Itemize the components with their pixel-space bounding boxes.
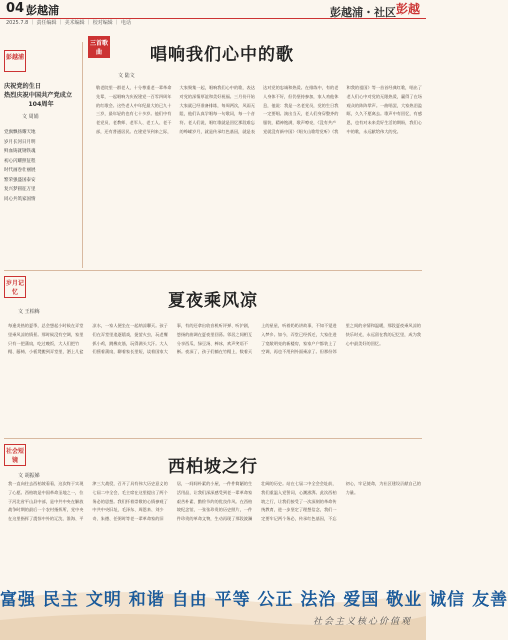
issue-info: 2025.7.8 ｜ 责任编辑 ｜ 美术编辑 ｜ 校对编辑 ｜ 电话 [6, 20, 131, 26]
night-author: 文 王柏梅 [18, 309, 40, 315]
tag-night: 岁月记忆 [4, 276, 26, 298]
song-body: 敬老院里一群老人，十分尊重老一辈革命先辈，一起唱响为庆祝建党一百零四周年的红歌会。这些老人中年纪最大的已九十三岁，最年轻的也有七十多岁。他们中有老党员、老教师、老军人、老工人、老干部，还有普通居民。在建党节到来之际，大家聚集一起，唱响我们心中的歌，表达对党的深情厚谊和美好祝福。三月份开始大家就已经准备排练，每周两次，风雨无阻，他们认真学唱每一句歌词，每一个音符。老人们说，唱红歌就是回忆那段难忘的峥嵘岁月，就是传承红色基因，就是表达对党的忠诚和热爱。在排练中，有的老人身体不好，但仍坚持参加，家人劝他休息，他说：我是一名老党员，党的生日我一定要唱。演出当天，老人们身穿整齐的服装，精神饱满，歌声嘹亮，《没有共产党就没有新中国》《唱支山歌给党听》《我和我的祖国》等一首首经典红歌，唱出了老人们心中对党的无限热爱，赢得了在场观众的阵阵掌声。一曲唱罢，大家热泪盈眶，久久不愿离去。歌声中有回忆，有感恩，也有对未来美好生活的期盼，我们心中的歌，永远献给伟大的党。 [96, 85, 422, 134]
west-author: 文 胡振娣 [18, 473, 40, 479]
west-body: 我一直向往去西柏坡看看，这次终于实现了心愿。西柏坡是中国革命圣地之一，位于河北省平山县中部，是中共中央在解放战争时期的最后一个农村指挥所，党中央在这里指挥了震惊中外的辽沈、淮海、平津三大战役，召开了具有伟大历史意义的七届二中全会，毛主席在这里提出了两个务必的思想。我们怀着崇敬的心情参观了中共中央旧址，毛泽东、周恩来、刘少奇、朱德、任弼时等老一辈革命家的旧居，一间间朴素的小屋，一件件简陋的生活用品，让我们深深感受到老一辈革命家艰苦朴素、勤俭节约的优良作风。在西柏坡纪念馆，一张张珍贵的历史照片，一件件珍贵的革命文物，生动再现了那段波澜壮阔的历史。站在七届二中全会会址前，我们重温入党誓词，心潮澎湃。此次西柏坡之行，让我们接受了一次深刻的革命传统教育，进一步坚定了理想信念，我们一定要牢记两个务必，传承红色基因，不忘初心，牢记使命，为社区建设贡献自己的力量。 [8, 481, 421, 522]
poem-line: 党旗飘扬耀天地 [4, 130, 36, 135]
page-number: 04 [6, 1, 25, 16]
poem-line: 初心闪耀照征程 [4, 158, 36, 164]
masthead-logo: 彭越 [396, 2, 421, 16]
core-values-slogan: 富强 民主 文明 和谐 自由 平等 公正 法治 爱国 敬业 诚信 友善 [0, 590, 508, 610]
night-title: 夏夜乘风凉 [168, 291, 258, 311]
poem-title-line2: 热烈庆祝中国共产党成立 [4, 92, 73, 99]
section-divider [4, 270, 422, 271]
section-divider [4, 438, 422, 439]
tag-poem: 彭越浦 [4, 50, 26, 72]
night-body: 每逢炎热的夏季，总会想起小时候在弄堂里乘风凉的情景。那时候没有空调，家里只有一把蒲扇，吃过晚饭，大人们把竹榻、藤椅、小板凳搬到弄堂里，洒上几盆凉水，一家人便坐在一起纳凉聊天。孩子们在弄堂里追逐嬉戏，捉萤火虫，玩老鹰抓小鸡，跳橡皮筋，玩得满头大汗。大人们摇着蒲扇，聊着家长里短，谈着国家大事，有的还拿出收音机听评弹、听沪剧，悠扬的曲调在夏夜里回荡。邻居之间相互分享西瓜、绿豆汤、棒冰，欢声笑语不断。夜深了，孩子们躺在竹榻上，数着天上的星星，听着奶奶讲故事，不知不觉进入梦乡。如今，弄堂已经拆迁，大家住进了宽敞明亮的新楼房，家家户户都装上了空调，再也不用到外面乘凉了。但那份邻里之间的亲情和温暖，那段夏夜乘风凉的快乐时光，永远留在我的记忆里，成为我心中最美好的回忆。 [8, 323, 421, 355]
tag-song: 三首歌曲 [88, 36, 110, 58]
tag-west: 社会短镜 [4, 444, 26, 466]
column-divider [82, 42, 83, 268]
core-values-caption: 社会主义核心价值观 [312, 617, 412, 627]
poem-line: 岁月长河日月明 [4, 139, 36, 145]
poem-line: 繁荣强盛国泰安 [4, 177, 36, 183]
poem-line: 鲜血铸就钢铁魂 [4, 149, 36, 154]
section-name: 彭越浦 [26, 4, 59, 17]
poem-title: 庆祝党的生日 [4, 83, 42, 90]
west-title: 西柏坡之行 [168, 457, 258, 477]
masthead-title: 彭越浦・社区 [330, 6, 396, 19]
poem-line: 同心共筑家国情 [4, 196, 36, 202]
poem-author: 文 周娟 [22, 114, 39, 120]
poem-line: 时代画卷壮丽展 [4, 168, 36, 173]
poem-column [4, 82, 78, 204]
poem-line: 复兴梦圆征万里 [4, 187, 36, 192]
song-author: 文 陆文 [118, 73, 135, 79]
poem-title-line3: 104周年 [28, 101, 54, 108]
song-title: 唱响我们心中的歌 [150, 45, 294, 65]
